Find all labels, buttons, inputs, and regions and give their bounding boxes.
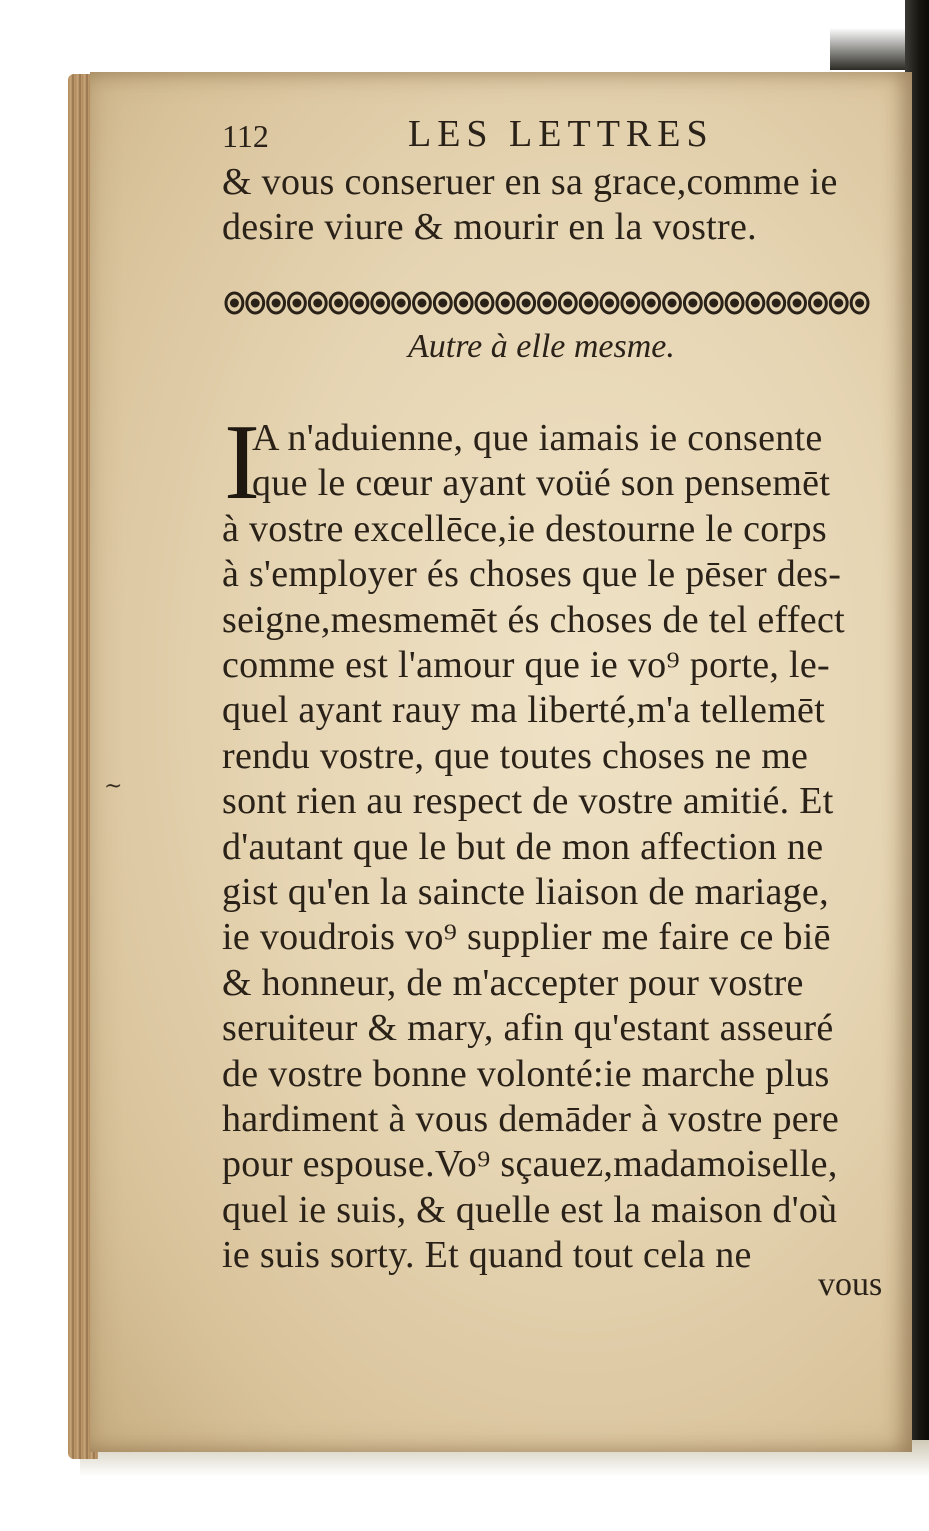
body-line: de vostre bonne volonté:ie marche plus (222, 1052, 830, 1095)
body-line: seigne,mesmemēt és choses de tel effect (222, 598, 845, 641)
intro-line: desire viure & mourir en la vostre. (222, 206, 757, 248)
letter-subtitle: Autre à elle mesme. (408, 328, 675, 365)
body-line: ie voudrois vo⁹ supplier me faire ce biē (222, 916, 831, 959)
body-line: quel ie suis, & quelle est la maison d'où (222, 1188, 838, 1231)
body-line: A n'aduienne, que iamais ie consente (252, 417, 823, 459)
body-line: que le cœur ayant voüé son pensemēt (252, 462, 831, 505)
intro-line: & vous conseruer en sa grace,comme ie (222, 161, 838, 203)
scanner-edge-bottom (80, 1440, 929, 1531)
body-line: d'autant que le but de mon affection ne (222, 825, 824, 868)
body-line: rendu vostre, que toutes choses ne me (222, 734, 809, 777)
body-line: & honneur, de m'accepter pour vostre (222, 961, 804, 1004)
body-line: quel ayant rauy ma liberté,m'a tellemēt (222, 689, 826, 732)
page-header (222, 112, 752, 158)
running-head: LES LETTRES (408, 113, 714, 155)
page-number: 112 (222, 118, 269, 154)
body-line: comme est l'amour que ie vo⁹ porte, le- (222, 644, 830, 686)
margin-mark: ~ (104, 774, 123, 799)
body-line: seruiteur & mary, afin qu'estant asseuré (222, 1007, 834, 1050)
body-line: hardiment à vous demāder à vostre pere (222, 1098, 840, 1140)
drop-cap: I (224, 403, 260, 522)
body-line: gist qu'en la saincte liaison de mariage, (222, 871, 829, 913)
body-line: à vostre excellēce,ie destourne le corps (222, 507, 827, 550)
ornament-band (224, 288, 870, 318)
catchword: vous (818, 1266, 883, 1303)
body-line: ie suis sorty. Et quand tout cela ne (222, 1234, 752, 1277)
body-line: sont rien au respect de vostre amitié. Et (222, 780, 834, 823)
body-line: à s'employer és choses que le pēser des- (222, 553, 842, 596)
body-line: pour espouse.Vo⁹ sçauez,madamoiselle, (222, 1143, 838, 1186)
